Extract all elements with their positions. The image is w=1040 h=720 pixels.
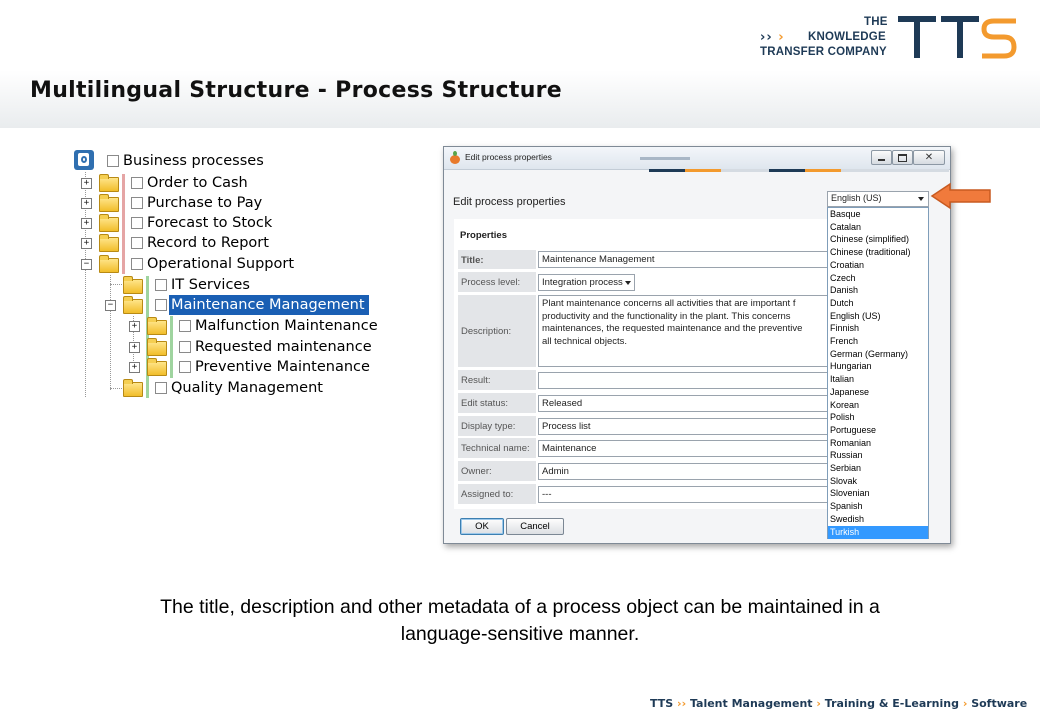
tree-item-order-to-cash[interactable]: Order to Cash bbox=[147, 175, 248, 191]
tree-item-purchase-to-pay[interactable]: Purchase to Pay bbox=[147, 195, 263, 211]
pointer-arrow-icon bbox=[930, 182, 994, 210]
process-level-select[interactable]: Integration process bbox=[538, 274, 635, 291]
language-dropdown-list[interactable] bbox=[827, 207, 929, 539]
technical-name-label: Technical name: bbox=[461, 443, 530, 454]
ok-button[interactable]: OK bbox=[460, 518, 504, 535]
tree-item-requested-maintenance[interactable]: Requested maintenance bbox=[195, 339, 372, 355]
language-option[interactable]: Chinese (traditional) bbox=[830, 247, 911, 258]
slide-caption bbox=[70, 594, 970, 648]
description-text: Plant maintenance concerns all activities that are important f productivity and the functionality in the plant. This concerns maintenances, the requested maintenance and the preventive all technical objects. bbox=[542, 298, 803, 347]
language-option[interactable]: Catalan bbox=[830, 221, 862, 232]
tree-item-record-to-report[interactable]: Record to Report bbox=[147, 235, 269, 251]
language-option[interactable]: Swedish bbox=[830, 513, 865, 524]
tree-checkbox[interactable] bbox=[131, 197, 143, 209]
expand-icon[interactable]: + bbox=[129, 362, 140, 373]
chevron-right-icon: ›› bbox=[677, 697, 690, 710]
dialog-heading: Edit process properties bbox=[453, 196, 566, 208]
language-option[interactable]: Slovenian bbox=[830, 488, 870, 499]
tree-checkbox[interactable] bbox=[155, 279, 167, 291]
folder-icon bbox=[123, 382, 143, 397]
tree-item-preventive-maintenance[interactable]: Preventive Maintenance bbox=[195, 359, 370, 375]
language-option[interactable]: English (US) bbox=[830, 310, 881, 321]
tree-guide bbox=[110, 284, 122, 285]
folder-icon bbox=[123, 279, 143, 294]
tree-checkbox[interactable] bbox=[179, 341, 191, 353]
collapse-icon[interactable]: − bbox=[81, 259, 92, 270]
language-option[interactable]: Korean bbox=[830, 399, 860, 410]
display-type-input[interactable]: Process list bbox=[538, 418, 829, 435]
folder-icon bbox=[147, 320, 167, 335]
expand-icon[interactable]: + bbox=[129, 321, 140, 332]
footer-item-3: Software bbox=[971, 697, 1028, 710]
tts-logo bbox=[896, 16, 1020, 60]
expand-icon[interactable]: + bbox=[129, 342, 140, 353]
chevron-down-icon bbox=[918, 197, 924, 201]
assigned-to-label: Assigned to: bbox=[461, 489, 514, 500]
folder-icon bbox=[99, 237, 119, 252]
language-option[interactable]: Polish bbox=[830, 412, 855, 423]
language-option[interactable]: Portuguese bbox=[830, 424, 877, 435]
display-type-label: Display type: bbox=[461, 421, 516, 432]
tree-checkbox[interactable] bbox=[131, 177, 143, 189]
tree-guide bbox=[110, 275, 111, 390]
folder-icon bbox=[147, 361, 167, 376]
process-level-label: Process level: bbox=[461, 277, 521, 288]
description-label: Description: bbox=[461, 326, 512, 337]
title-label: Title: bbox=[461, 255, 484, 266]
tree-checkbox[interactable] bbox=[179, 320, 191, 332]
folder-icon bbox=[99, 177, 119, 192]
language-option[interactable]: Finnish bbox=[830, 323, 860, 334]
tree-item-forecast-to-stock[interactable]: Forecast to Stock bbox=[147, 215, 273, 231]
tree-checkbox[interactable] bbox=[131, 217, 143, 229]
tree-checkbox[interactable] bbox=[155, 299, 167, 311]
assigned-to-input[interactable]: --- bbox=[538, 486, 829, 503]
language-option[interactable]: Czech bbox=[830, 272, 856, 283]
language-option[interactable]: Basque bbox=[830, 209, 861, 219]
language-option[interactable]: Dutch bbox=[830, 297, 854, 308]
chevron-right-icon: › bbox=[816, 697, 825, 710]
expand-icon[interactable]: + bbox=[81, 178, 92, 189]
status-bar-red bbox=[122, 174, 125, 274]
logo-arrows-icon: ›› › bbox=[760, 30, 785, 45]
language-option[interactable]: Danish bbox=[830, 285, 859, 296]
logo-line-3: TRANSFER COMPANY bbox=[760, 46, 887, 58]
tree-root-icon bbox=[74, 150, 94, 170]
footer-brand: TTS bbox=[650, 697, 674, 710]
language-option[interactable]: German (Germany) bbox=[830, 348, 909, 359]
language-option[interactable]: Italian bbox=[830, 374, 855, 385]
expand-icon[interactable]: + bbox=[81, 198, 92, 209]
tree-item-it-services[interactable]: IT Services bbox=[171, 277, 250, 293]
minimize-button[interactable] bbox=[871, 150, 892, 165]
tree-checkbox[interactable] bbox=[155, 382, 167, 394]
properties-heading: Properties bbox=[460, 230, 507, 241]
tree-checkbox[interactable] bbox=[179, 361, 191, 373]
titlebar-decoration bbox=[649, 169, 949, 172]
tree-item-maintenance-management[interactable]: Maintenance Management bbox=[171, 297, 365, 313]
language-select-value: English (US) bbox=[831, 193, 882, 203]
collapse-icon[interactable]: − bbox=[105, 300, 116, 311]
result-label: Result: bbox=[461, 375, 491, 386]
language-select[interactable] bbox=[827, 191, 929, 207]
page-title: Multilingual Structure - Process Structure bbox=[30, 78, 563, 103]
caption-line-1: The title, description and other metadata of a process object can be maintained in a bbox=[160, 596, 880, 618]
tree-checkbox[interactable] bbox=[131, 237, 143, 249]
maximize-button[interactable] bbox=[892, 150, 913, 165]
footer-tagline bbox=[650, 697, 1027, 710]
folder-icon bbox=[99, 197, 119, 212]
language-option[interactable]: Turkish bbox=[828, 526, 928, 539]
edit-status-input[interactable]: Released bbox=[538, 395, 829, 412]
logo-line-2: KNOWLEDGE bbox=[808, 31, 886, 43]
chevron-right-icon: › bbox=[962, 697, 972, 710]
tree-root-label[interactable]: Business processes bbox=[123, 153, 264, 169]
expand-icon[interactable]: + bbox=[81, 218, 92, 229]
language-option[interactable]: French bbox=[830, 336, 859, 346]
technical-name-input[interactable]: Maintenance bbox=[538, 440, 829, 457]
footer-item-1: Talent Management bbox=[689, 697, 813, 710]
language-option[interactable]: Hungarian bbox=[830, 361, 872, 372]
result-input[interactable] bbox=[538, 372, 829, 389]
chevron-down-icon bbox=[625, 281, 631, 285]
folder-icon bbox=[147, 341, 167, 356]
folder-icon bbox=[99, 258, 119, 273]
expand-icon[interactable]: + bbox=[81, 238, 92, 249]
tree-checkbox[interactable] bbox=[131, 258, 143, 270]
language-option[interactable]: Croatian bbox=[830, 259, 865, 270]
app-icon bbox=[449, 151, 461, 164]
folder-icon bbox=[99, 217, 119, 232]
title-input[interactable]: Maintenance Management bbox=[538, 251, 829, 268]
tree-item-quality-management[interactable]: Quality Management bbox=[171, 380, 323, 396]
tree-item-malfunction-maintenance[interactable]: Malfunction Maintenance bbox=[195, 318, 378, 334]
owner-label: Owner: bbox=[461, 466, 492, 477]
language-option[interactable]: Japanese bbox=[830, 386, 870, 397]
description-textarea[interactable] bbox=[538, 295, 829, 367]
language-option[interactable]: Russian bbox=[830, 450, 863, 461]
language-option[interactable]: Romanian bbox=[830, 437, 872, 448]
status-bar-green bbox=[170, 316, 173, 378]
tree-guide bbox=[110, 388, 122, 389]
logo-line-1: THE bbox=[864, 16, 888, 28]
status-bar-green bbox=[146, 276, 149, 398]
language-option[interactable]: Chinese (simplified) bbox=[830, 234, 910, 245]
close-icon[interactable]: ✕ bbox=[913, 150, 945, 165]
folder-icon bbox=[123, 299, 143, 314]
dialog-window-title: Edit process properties bbox=[465, 152, 552, 162]
owner-input[interactable]: Admin bbox=[538, 463, 829, 480]
cancel-button[interactable]: Cancel bbox=[506, 518, 564, 535]
tree-item-operational-support[interactable]: Operational Support bbox=[147, 256, 295, 272]
language-option[interactable]: Slovak bbox=[830, 475, 858, 486]
root-checkbox[interactable] bbox=[107, 155, 119, 167]
language-option[interactable]: Spanish bbox=[830, 501, 863, 512]
edit-status-label: Edit status: bbox=[461, 398, 508, 409]
caption-line-2: language-sensitive manner. bbox=[400, 623, 640, 645]
language-option[interactable]: Serbian bbox=[830, 463, 862, 473]
titlebar-decoration bbox=[640, 157, 690, 160]
footer-item-2: Training & E-Learning bbox=[824, 697, 959, 710]
